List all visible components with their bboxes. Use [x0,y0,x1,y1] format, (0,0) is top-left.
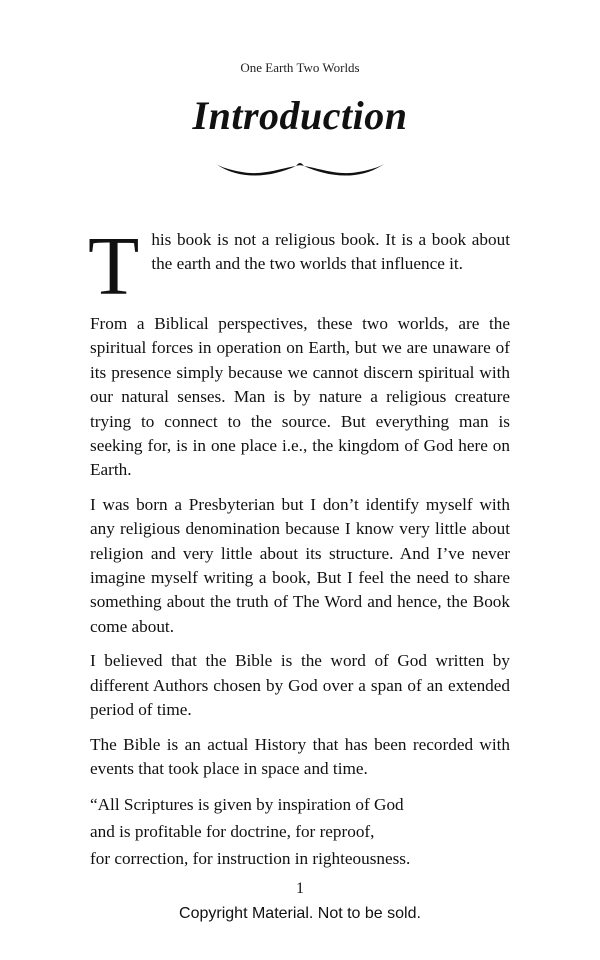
chapter-title: Introduction [192,93,408,138]
paragraph: I was born a Presbyterian but I don’t identify myself with any religious denomination because I know very little about religion and very little about its structure. And I’ve never imagine myself writing a book, But I feel the need to share something about the truth of The Word and hence, the Book come about. [90,494,510,636]
scripture-quote [90,791,510,872]
swash-divider-icon [212,156,388,182]
drop-cap: T [88,220,140,313]
verse-line: “All Scriptures is given by inspiration of God [90,795,404,815]
paragraph: I believed that the Bible is the word of God written by different Authors chosen by God over a span of an extended period of time. [90,651,510,720]
paragraph: From a Biblical perspectives, these two worlds, are the spiritual forces in operation on Earth, but we are unaware of its presence simply because we cannot discern spiritual with our natural senses. Man is by nature a religious creature trying to connect to the source. But everything man is seeking for, is in one place i.e., the kingdom of God here on Earth. [90,314,510,480]
verse-line: for correction, for instruction in righteousness. [90,849,411,869]
copyright-notice: Copyright Material. Not to be sold. [179,905,421,922]
verse-line: and is profitable for doctrine, for reproof, [90,822,375,842]
paragraph: The Bible is an actual History that has been recorded with events that took place in space and time. [90,734,510,778]
body-text [88,220,510,872]
opening-paragraph-text: his book is not a religious book. It is a book about the earth and the two worlds that influence it. [151,230,510,274]
opening-paragraph [88,220,510,313]
running-head: One Earth Two Worlds [240,60,360,75]
page-number: 1 [296,880,304,897]
